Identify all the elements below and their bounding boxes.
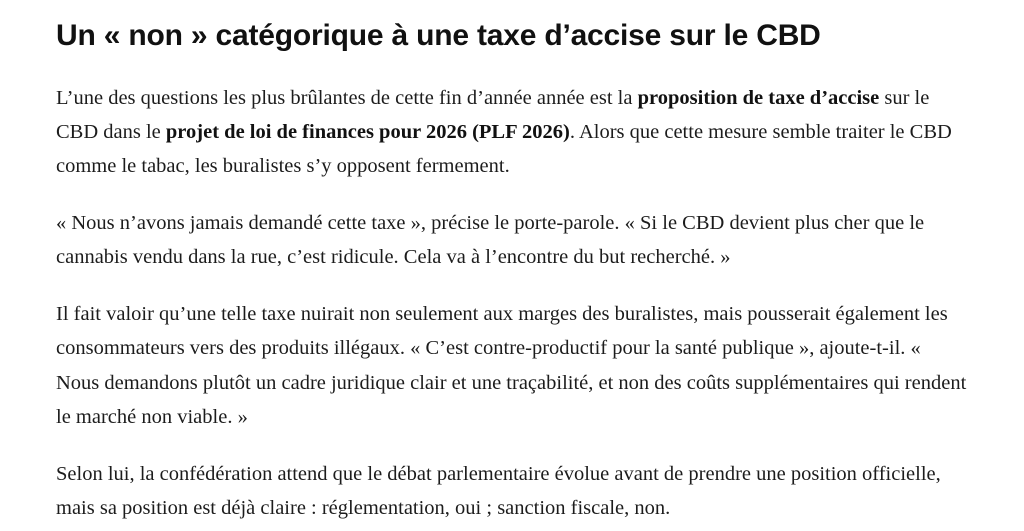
article-paragraph	[56, 81, 968, 184]
body-text: sur le CBD dans le	[56, 86, 930, 144]
emphasis-text: projet de loi de finances pour 2026 (PLF 2026)	[165, 121, 570, 144]
page-title: Un « non » catégorique à une taxe d’accise sur le CBD	[56, 19, 821, 52]
body-text: Selon lui, la confédération attend que le débat parlementaire évolue avant de prendre une position officielle, mais sa position est déjà claire : réglementation, oui ; sanction fiscale, non.	[56, 462, 941, 519]
emphasis-text: proposition de taxe d’accise	[637, 86, 880, 109]
article-paragraph	[56, 297, 968, 435]
body-text: . Alors que cette mesure semble traiter le CBD comme le tabac, les buralistes s’y opposent fermement.	[56, 121, 952, 178]
body-text: « Nous n’avons jamais demandé cette taxe », précise le porte-parole. « Si le CBD devient plus cher que le cannabis vendu dans la rue, c’est ridicule. Cela va à l’encontre du but recherché. »	[56, 211, 925, 269]
article-paragraph	[56, 206, 968, 275]
body-text: L’une des questions les plus brûlantes de cette fin d’année année est la	[56, 86, 638, 109]
article-body	[56, 81, 968, 526]
article-paragraph	[56, 457, 968, 526]
body-text: Il fait valoir qu’une telle taxe nuirait non seulement aux marges des buralistes, mais pousserait également les consommateurs vers des produits illégaux. « C’est contre-productif pour la santé publique », ajoute-t-il. « Nous demandons plutôt un cadre juridique clair et une traçabilité, et non des coûts supplémentaires qui rendent le marché non viable. »	[56, 302, 967, 429]
